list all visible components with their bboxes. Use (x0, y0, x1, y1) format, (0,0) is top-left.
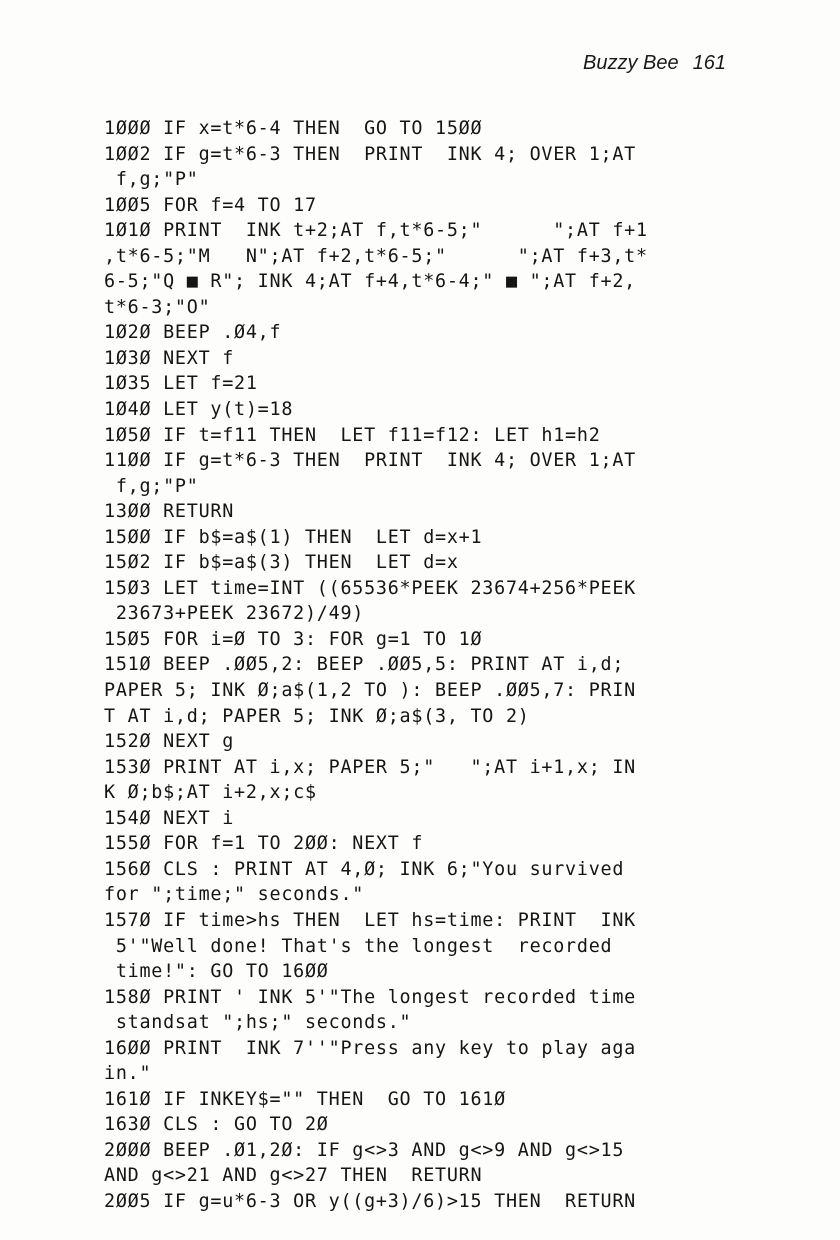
code-line: 152Ø NEXT g (104, 731, 235, 753)
code-line: 163Ø CLS : GO TO 2Ø (104, 1114, 329, 1136)
code-line: 156Ø CLS : PRINT AT 4,Ø; INK 6;"You survived (104, 858, 625, 880)
code-line: 161Ø IF INKEY$="" THEN GO TO 161Ø (104, 1088, 506, 1110)
code-line: PAPER 5; INK Ø;a$(1,2 TO ): BEEP .ØØ5,7: PRIN (104, 680, 636, 702)
basic-program-listing (104, 116, 754, 1215)
code-line: 15Ø5 FOR i=Ø TO 3: FOR g=1 TO 1Ø (104, 628, 483, 650)
code-line: ,t*6-5;"M N";AT f+2,t*6-5;" ";AT f+3,t* (104, 245, 648, 267)
code-line: 15Ø3 LET time=INT ((65536*PEEK 23674+256*PEEK (104, 577, 636, 599)
code-line: 2ØØ5 IF g=u*6-3 OR y((g+3)/6)>15 THEN RETURN (104, 1190, 636, 1212)
code-line: 15Ø2 IF b$=a$(3) THEN LET d=x (104, 552, 459, 574)
page-number: 161 (692, 52, 726, 74)
code-line: T AT i,d; PAPER 5; INK Ø;a$(3, TO 2) (104, 705, 530, 727)
code-line: 11ØØ IF g=t*6-3 THEN PRINT INK 4; OVER 1;AT (104, 450, 636, 472)
code-line: for ";time;" seconds." (104, 884, 365, 906)
book-title: Buzzy Bee (583, 52, 679, 74)
code-line: 154Ø NEXT i (104, 807, 235, 829)
code-line: 1ØØØ IF x=t*6-4 THEN GO TO 15ØØ (104, 118, 483, 139)
code-line: 153Ø PRINT AT i,x; PAPER 5;" ";AT i+1,x; IN (104, 756, 636, 778)
code-line: 1Ø5Ø IF t=f11 THEN LET f11=f12: LET h1=h2 (104, 424, 601, 446)
code-line: AND g<>21 AND g<>27 THEN RETURN (104, 1165, 483, 1187)
code-line: K Ø;b$;AT i+2,x;c$ (104, 782, 317, 804)
code-line: 1Ø1Ø PRINT INK t+2;AT f,t*6-5;" ";AT f+1 (104, 220, 648, 242)
code-line: 155Ø FOR f=1 TO 2ØØ: NEXT f (104, 833, 424, 855)
code-line: 1Ø4Ø LET y(t)=18 (104, 399, 294, 421)
code-line: 13ØØ RETURN (104, 501, 235, 523)
code-line: 5'"Well done! That's the longest recorded (104, 935, 613, 957)
code-line: 1ØØ2 IF g=t*6-3 THEN PRINT INK 4; OVER 1;AT (104, 143, 636, 165)
code-line: 1ØØ5 FOR f=4 TO 17 (104, 194, 317, 216)
code-line: 2ØØØ BEEP .Ø1,2Ø: IF g<>3 AND g<>9 AND g<>15 (104, 1139, 625, 1161)
code-line: 23673+PEEK 23672)/49) (104, 603, 365, 625)
code-line: 1Ø2Ø BEEP .Ø4,f (104, 322, 282, 344)
code-line: t*6-3;"O" (104, 296, 211, 318)
code-line: 15ØØ IF b$=a$(1) THEN LET d=x+1 (104, 526, 483, 548)
code-line: 158Ø PRINT ' INK 5'"The longest recorded time (104, 986, 636, 1008)
code-line: 6-5;"Q ■ R"; INK 4;AT f+4,t*6-4;" ■ ";AT f+2, (104, 271, 636, 293)
code-line: 1Ø35 LET f=21 (104, 373, 258, 395)
code-line: f,g;"P" (104, 169, 199, 191)
code-line: f,g;"P" (104, 475, 199, 497)
code-line: 157Ø IF time>hs THEN LET hs=time: PRINT INK (104, 909, 636, 931)
code-line: in." (104, 1063, 152, 1085)
code-line: standsat ";hs;" seconds." (104, 1012, 412, 1034)
code-line: time!": GO TO 16ØØ (104, 961, 329, 983)
code-line: 1Ø3Ø NEXT f (104, 347, 235, 369)
code-line: 16ØØ PRINT INK 7''"Press any key to play aga (104, 1037, 636, 1059)
code-line: 151Ø BEEP .ØØ5,2: BEEP .ØØ5,5: PRINT AT i,d; (104, 654, 625, 676)
running-header (583, 52, 726, 75)
